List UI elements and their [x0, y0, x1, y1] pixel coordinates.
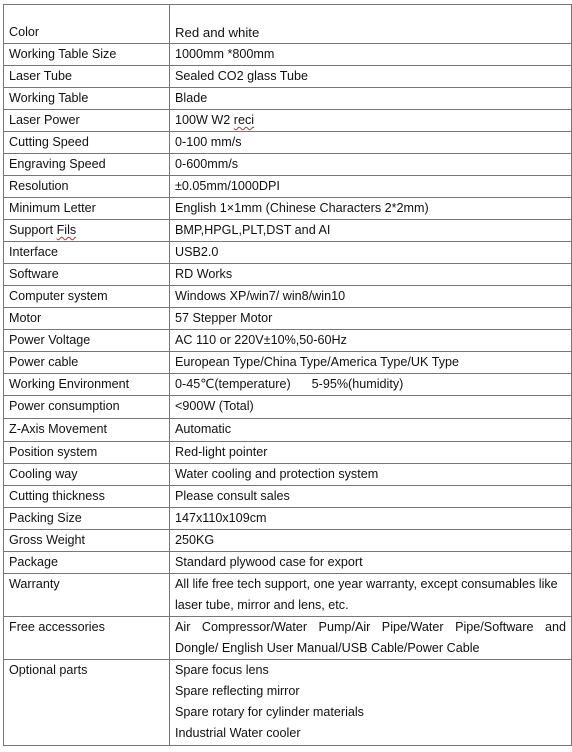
spec-label: Laser Power: [4, 110, 170, 132]
laser-power-misspelled: reci: [233, 113, 255, 127]
spec-label: [4, 220, 170, 242]
spec-value: 1000mm *800mm: [170, 44, 572, 66]
optional-part-line: Spare focus lens: [175, 663, 269, 677]
optional-part-line: Spare reflecting mirror: [175, 684, 300, 698]
spec-label: Working Table Size: [4, 44, 170, 66]
spec-row-warranty: [4, 574, 572, 617]
spec-row-laser-power: [4, 110, 572, 132]
support-label-prefix: Support: [9, 223, 57, 237]
spec-label: Optional parts: [4, 660, 170, 746]
spec-row-minimum-letter: [4, 198, 572, 220]
spec-label: Warranty: [4, 574, 170, 617]
spec-value: Red-light pointer: [170, 442, 572, 464]
spec-value: [170, 374, 572, 396]
spec-row-resolution: [4, 176, 572, 198]
spec-row-support-files: [4, 220, 572, 242]
spec-table-body: [4, 5, 572, 746]
spec-label: Color: [4, 5, 170, 44]
spec-label: Working Environment: [4, 374, 170, 396]
optional-part-line: Industrial Water cooler: [175, 726, 301, 740]
spec-row-cutting-speed: [4, 132, 572, 154]
spec-label: Power Voltage: [4, 330, 170, 352]
accessories-line: Dongle/ English User Manual/USB Cable/Power Cable: [175, 641, 480, 655]
optional-part-line: Spare rotary for cylinder materials: [175, 705, 364, 719]
spec-table: [3, 4, 572, 746]
spec-value: [170, 660, 572, 746]
spec-label: Gross Weight: [4, 530, 170, 552]
spec-label: Position system: [4, 442, 170, 464]
spec-value: [170, 617, 572, 660]
spec-label: Cooling way: [4, 464, 170, 486]
support-label-misspelled: Fils: [56, 223, 77, 237]
spec-value: Windows XP/win7/ win8/win10: [170, 286, 572, 308]
spec-value: 0-600mm/s: [170, 154, 572, 176]
spec-label: Working Table: [4, 88, 170, 110]
spec-value: RD Works: [170, 264, 572, 286]
spec-value: USB2.0: [170, 242, 572, 264]
spec-value: English 1×1mm (Chinese Characters 2*2mm): [170, 198, 572, 220]
spec-label: Power cable: [4, 352, 170, 374]
spec-row-packing-size: [4, 508, 572, 530]
spec-row-optional-parts: [4, 660, 572, 746]
spec-label: Resolution: [4, 176, 170, 198]
spec-row-power-cable: [4, 352, 572, 374]
spec-label: Laser Tube: [4, 66, 170, 88]
spec-value: [170, 574, 572, 617]
accessories-line: Air Compressor/Water Pump/Air Pipe/Water Pipe/Software and: [175, 620, 566, 634]
spec-label: Packing Size: [4, 508, 170, 530]
spec-row-software: [4, 264, 572, 286]
spec-value: European Type/China Type/America Type/UK Type: [170, 352, 572, 374]
spec-row-position-system: [4, 442, 572, 464]
spec-row-gross-weight: [4, 530, 572, 552]
spec-value: BMP,HPGL,PLT,DST and AI: [170, 220, 572, 242]
spec-label: Package: [4, 552, 170, 574]
spec-value: 0-100 mm/s: [170, 132, 572, 154]
spec-label: Minimum Letter: [4, 198, 170, 220]
spec-row-cooling-way: [4, 464, 572, 486]
spec-value: ±0.05mm/1000DPI: [170, 176, 572, 198]
spec-row-working-table-size: [4, 44, 572, 66]
spec-value: Please consult sales: [170, 486, 572, 508]
spec-row-color: [4, 5, 572, 44]
spec-label: Motor: [4, 308, 170, 330]
spec-row-power-consumption: [4, 396, 572, 419]
spec-value: Blade: [170, 88, 572, 110]
spec-value: <900W (Total): [170, 396, 572, 419]
laser-power-prefix: 100W W2: [175, 113, 234, 127]
spec-value: 147x110x109cm: [170, 508, 572, 530]
spec-row-computer-system: [4, 286, 572, 308]
spec-label: Z-Axis Movement: [4, 419, 170, 442]
spec-row-engraving-speed: [4, 154, 572, 176]
spec-label: Cutting thickness: [4, 486, 170, 508]
support-fils-text: [9, 223, 76, 237]
spec-row-cutting-thickness: [4, 486, 572, 508]
spec-value: [170, 110, 572, 132]
spec-value: Red and white: [170, 5, 572, 44]
spec-row-free-accessories: [4, 617, 572, 660]
spec-row-power-voltage: [4, 330, 572, 352]
warranty-line: laser tube, mirror and lens, etc.: [175, 598, 349, 612]
spec-label: Free accessories: [4, 617, 170, 660]
spec-value: AC 110 or 220V±10%,50-60Hz: [170, 330, 572, 352]
spec-value: Standard plywood case for export: [170, 552, 572, 574]
spec-label: Cutting Speed: [4, 132, 170, 154]
spec-row-working-table: [4, 88, 572, 110]
spec-value: 250KG: [170, 530, 572, 552]
spec-label: Interface: [4, 242, 170, 264]
spec-row-interface: [4, 242, 572, 264]
spec-row-working-environment: [4, 374, 572, 396]
spec-label: Power consumption: [4, 396, 170, 419]
spec-label: Computer system: [4, 286, 170, 308]
spec-label: Software: [4, 264, 170, 286]
spec-row-laser-tube: [4, 66, 572, 88]
spec-value: Automatic: [170, 419, 572, 442]
working-environment-text: 0-45℃(temperature) 5-95%(humidity): [175, 377, 404, 391]
laser-power-text: [175, 113, 254, 127]
spec-value: Water cooling and protection system: [170, 464, 572, 486]
spec-value: 57 Stepper Motor: [170, 308, 572, 330]
spec-label: Engraving Speed: [4, 154, 170, 176]
spec-row-package: [4, 552, 572, 574]
spec-row-motor: [4, 308, 572, 330]
spec-value: Sealed CO2 glass Tube: [170, 66, 572, 88]
warranty-line: All life free tech support, one year warranty, except consumables like: [175, 577, 558, 591]
spec-row-z-axis-movement: [4, 419, 572, 442]
